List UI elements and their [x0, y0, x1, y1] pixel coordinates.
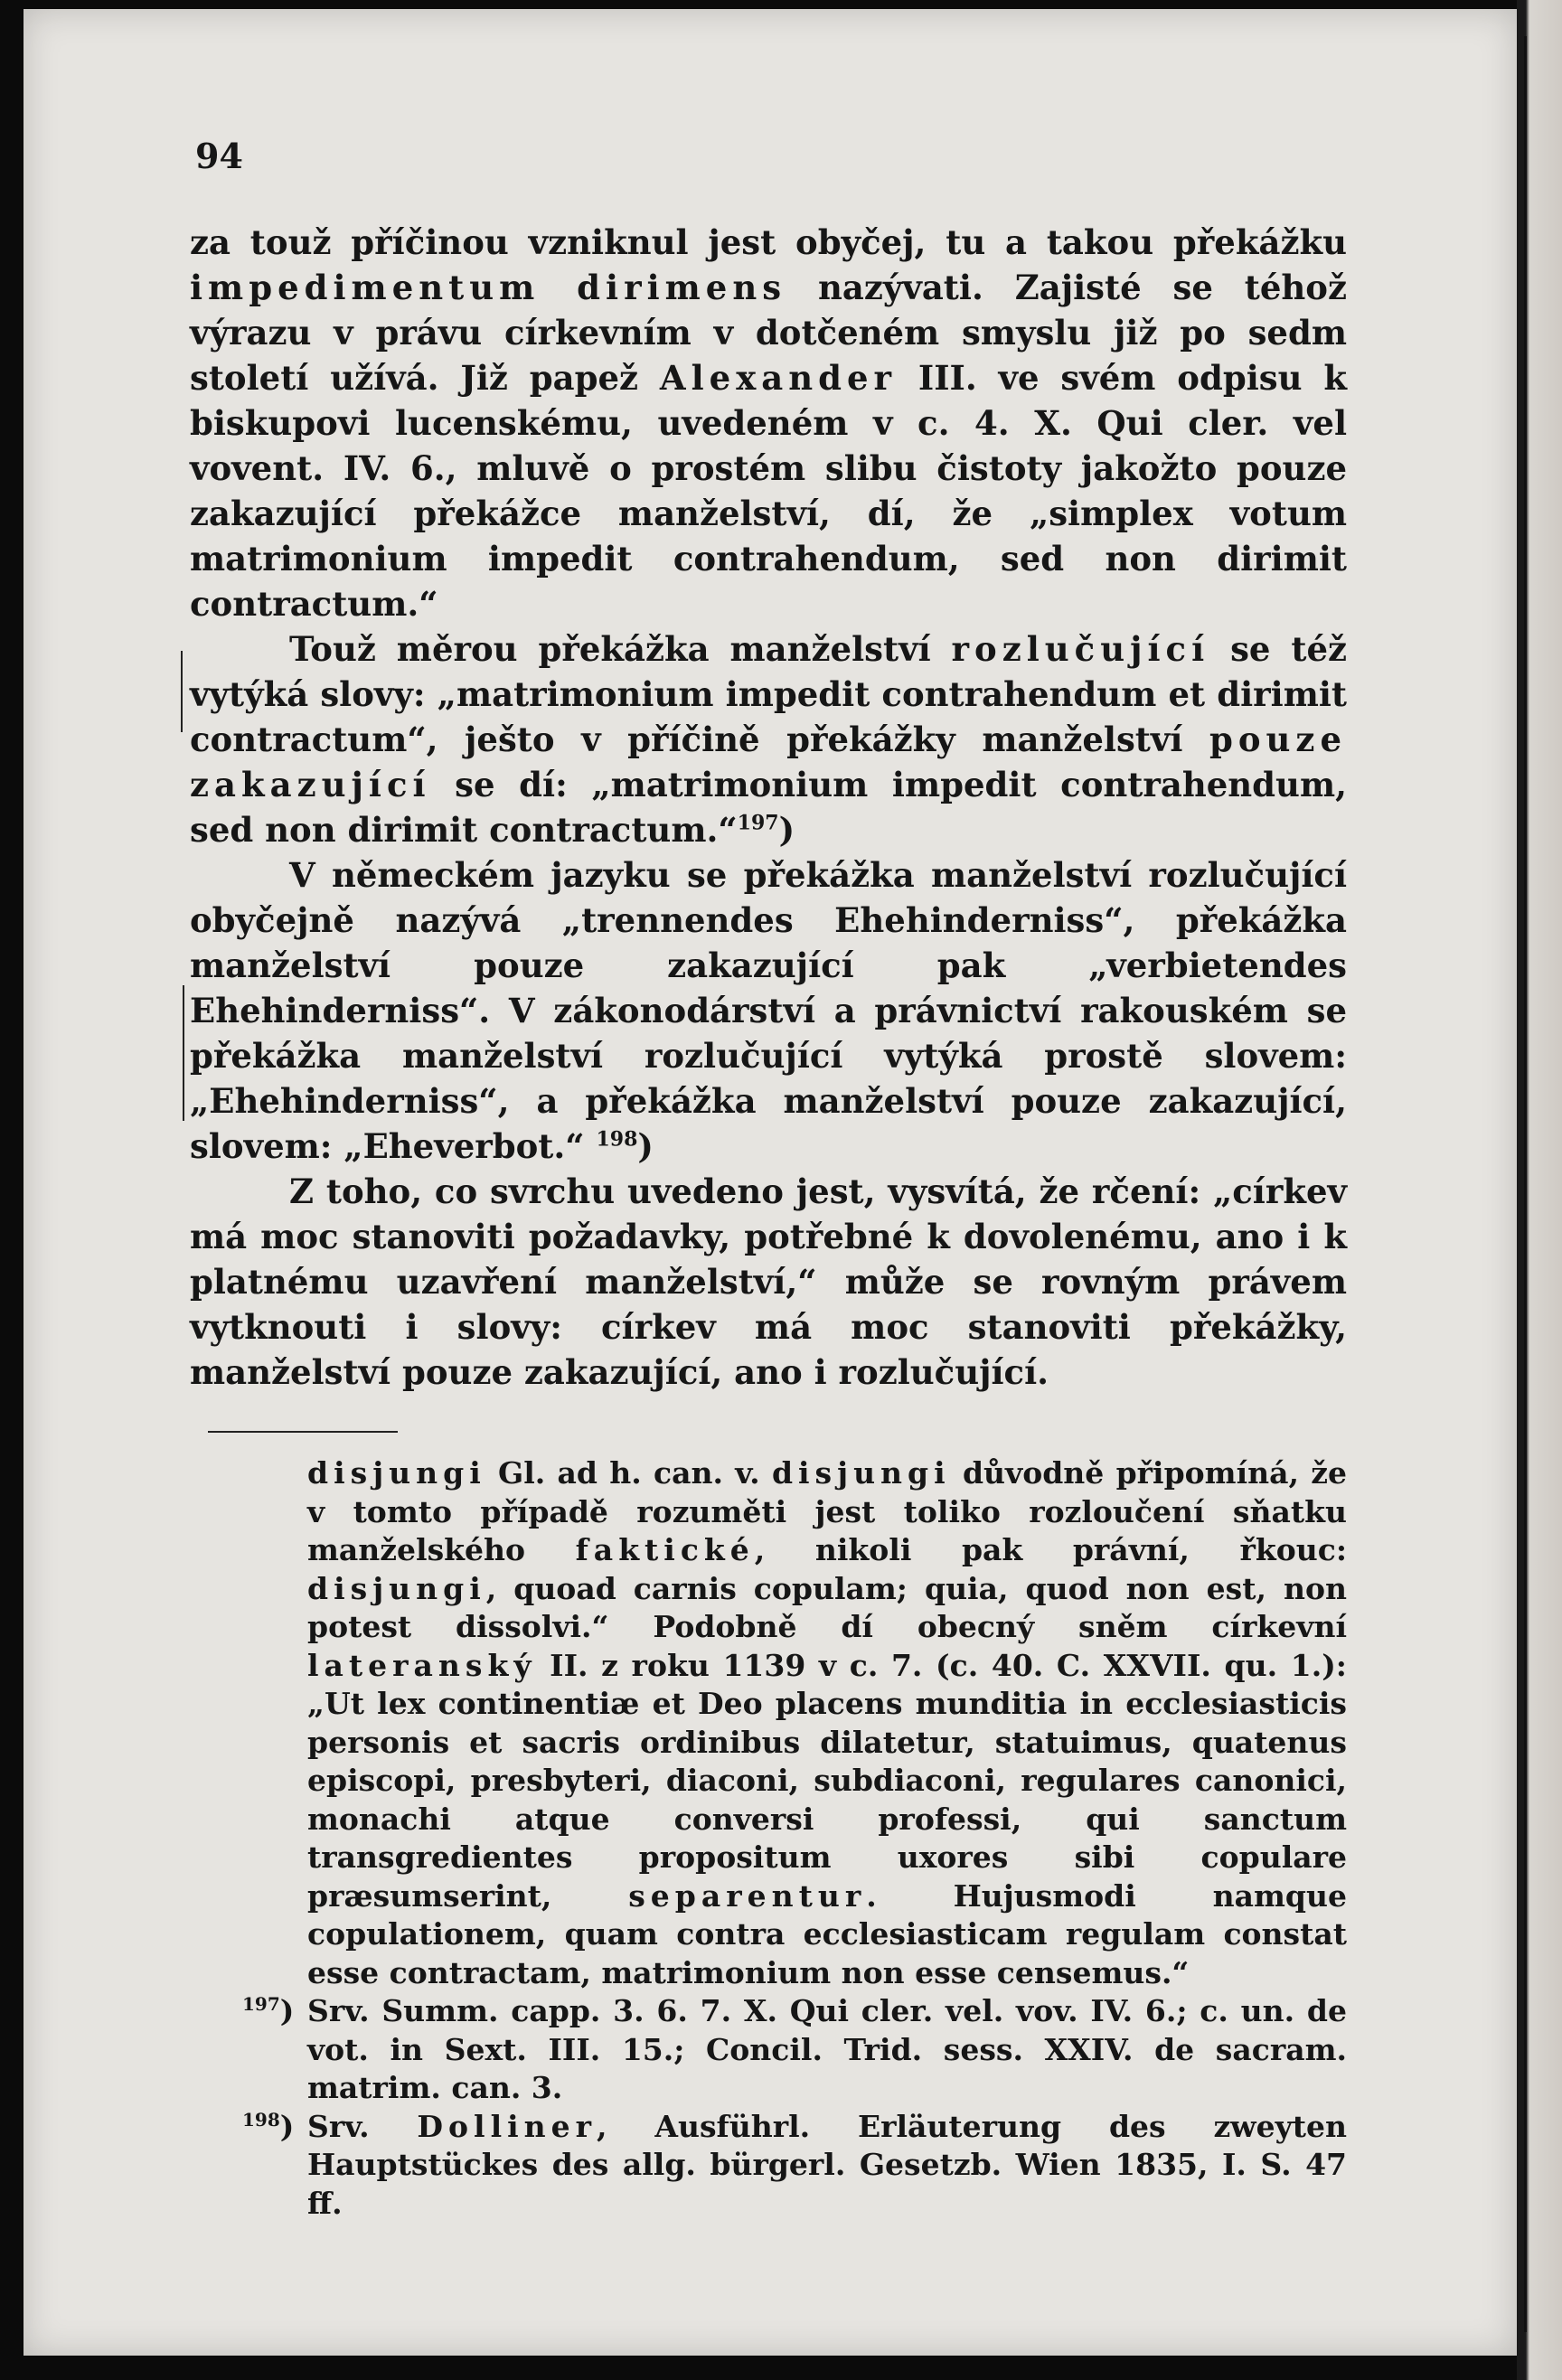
footnote-rule — [208, 1431, 398, 1433]
text-run: , quoad carnis copulam; quia, quod non est, non potest dissolvi.“ Podobně dí obecný sněm církevní — [307, 1570, 1347, 1644]
emphasis-text: disjungi — [771, 1455, 951, 1491]
text-run: se dí: „matrimonium impedit contrahendum, sed non dirimit contractum.“ — [190, 765, 1347, 850]
emphasis-text: impedimentum dirimens — [190, 268, 787, 307]
text-run: důvodně připomíná, že v tomto případě rozuměti jest toliko rozloučení sňatku manželského — [307, 1455, 1347, 1567]
emphasis-text: Dolliner — [417, 2108, 598, 2144]
text-run: Z toho, co svrchu uvedeno jest, vysvítá, že rčení: „církev má moc stanoviti požadavky, potřebné k dovolenému, ano i k platnému uzavření manželství,“ může se rovným právem vytknouti i slovy: církev má moc stanoviti překážky, manželství pouze zakazující, ano i rozlučující. — [190, 1171, 1347, 1392]
text-run: III. ve svém odpisu k biskupovi lucenskému, uvedeném v c. 4. X. Qui cler. vel vovent. IV. 6., mluvě o prostém slibu čistoty jakožto pouze zakazující překážce manželství, dí, že „simplex votum matrimonium impedit contrahendum, sed non dirimit contractum.“ — [190, 358, 1347, 624]
emphasis-text: lateranský — [307, 1647, 537, 1683]
emphasis-text: pouze zakazující — [190, 720, 1347, 804]
emphasis-text: rozlučující — [951, 629, 1210, 669]
footnote-mark-number: 197 — [242, 1993, 280, 2015]
emphasis-text: disjungi — [307, 1570, 486, 1606]
paragraph-3 — [190, 852, 1347, 1169]
text-run: . Hujusmodi namque copulationem, quam contra ecclesiasticam regulam constat esse contractam, matrimonium non esse censemus.“ — [307, 1877, 1347, 1990]
text-run: nazývati. Zajisté se téhož výrazu v právu církevním v dotčeném smyslu již po sedm století užívá. Již papež — [190, 268, 1347, 398]
emphasis-text: Alexander — [659, 358, 898, 398]
text-run: , nikoli pak právní, řkouc: — [754, 1532, 1348, 1567]
footnote-mark: $^{197}$) — [242, 1993, 295, 2028]
footnote-text — [307, 1993, 1347, 2105]
margin-mark — [183, 985, 184, 1121]
paragraph-4 — [190, 1169, 1347, 1395]
footnote-mark: $^{198}$) — [242, 2108, 295, 2144]
emphasis-text: separentur — [628, 1877, 867, 1914]
text-run: , Ausführl. Erläuterung des zweyten Hauptstückes des allg. bürgerl. Gesetzb. Wien 1835, I. S. 47 ff. — [307, 2108, 1347, 2221]
footnote-ref: 197 — [737, 811, 779, 835]
text-run: Touž měrou překážka manželství — [289, 629, 952, 669]
text-run: ) — [637, 1126, 654, 1166]
margin-mark — [181, 651, 183, 732]
text-run: V německém jazyku se překážka manželství rozlučující obyčejně nazývá „trennendes Ehehinderniss“, překážka manželství pouze zakazující pak „verbietendes Ehehinderniss“. V zákonodárství a právnictví rakouském se překážka manželství rozlučující vytýká prostě slovem: „Ehehinderniss“, a překážka manželství pouze zakazující, slovem: „Eheverbot.“ — [190, 855, 1347, 1166]
text-run: se též vytýká slovy: „matrimonium impedit contrahendum et dirimit contractum“, ješto v příčině překážky manželství — [190, 629, 1347, 759]
edge-line — [1524, 36, 1527, 2332]
page-text — [190, 136, 1347, 2223]
text-run: II. z roku 1139 v c. 7. (c. 40. C. XXVII. qu. 1.): „Ut lex continentiæ et Deo placens munditia in ecclesiasticis personis et sacris ordinibus dilatetur, statuimus, quatenus episcopi, presbyteri, diaconi, subdiaconi, regulares canonici, monachi atque conversi professi, qui sanctum transgredientes propositum uxores sibi copulare præsumserint, — [307, 1647, 1347, 1914]
text-run: ) — [778, 810, 795, 850]
emphasis-text: disjungi — [307, 1455, 486, 1491]
footnote-continuation — [307, 1454, 1347, 1992]
text-run: Gl. ad h. can. v. — [485, 1455, 772, 1491]
text-run: Srv. Summ. capp. 3. 6. 7. X. Qui cler. vel. vov. IV. 6.; c. un. de vot. in Sext. III. 15.; Concil. Trid. sess. XXIV. de sacram. matrim. can. 3. — [307, 1993, 1347, 2105]
footnote-198 — [242, 2108, 1347, 2224]
footnotes — [190, 1454, 1347, 2223]
text-run: Srv. — [307, 2108, 418, 2144]
footnote-ref: 198 — [596, 1127, 638, 1152]
text-run: za touž příčinou vzniknul jest obyčej, tu a takou překážku — [190, 222, 1347, 262]
page-number: 94 — [195, 136, 243, 176]
main-body — [190, 220, 1347, 1395]
paragraph-2 — [190, 626, 1347, 852]
footnote-mark-number: 198 — [242, 2108, 280, 2131]
footnote-text — [307, 2109, 1347, 2221]
emphasis-text: faktické — [575, 1532, 755, 1567]
paragraph-1 — [190, 220, 1347, 626]
page-edge — [1517, 0, 1562, 2380]
footnote-197 — [242, 1992, 1347, 2108]
